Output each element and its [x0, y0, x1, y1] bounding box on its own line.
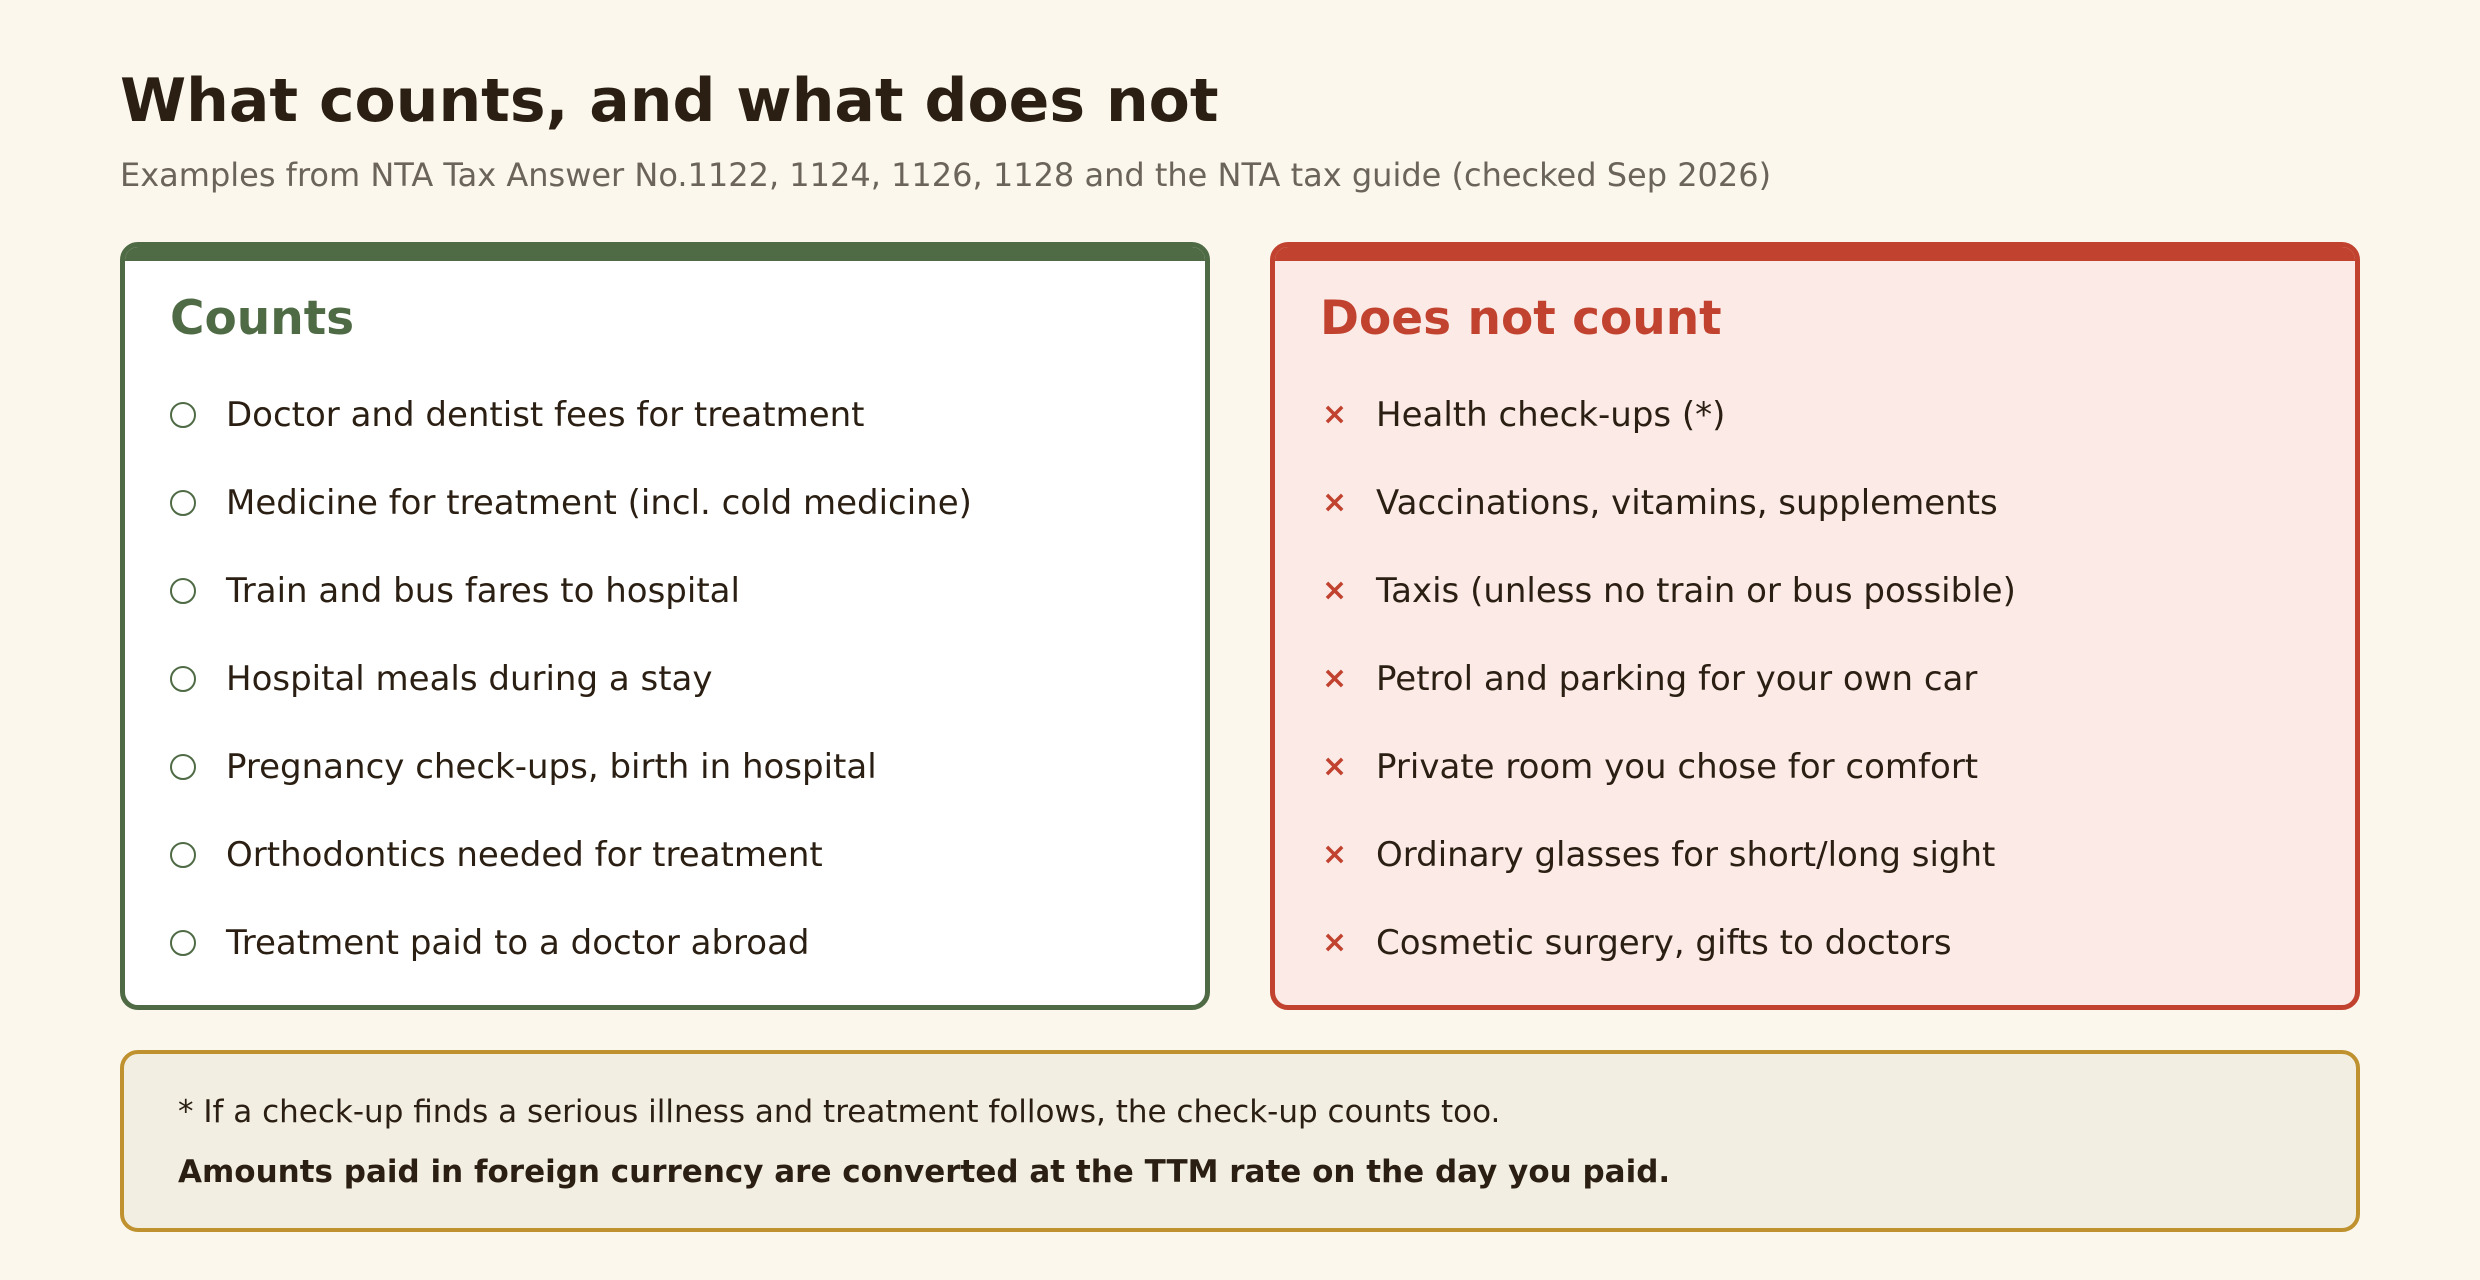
list-item-text: Taxis (unless no train or bus possible): [1376, 571, 2016, 611]
list-item-text: Orthodontics needed for treatment: [226, 835, 823, 875]
does-not-count-list: [1320, 395, 2016, 1010]
footnote-text: * If a check-up finds a serious illness and treatment follows, the check-up counts too.: [178, 1094, 1501, 1130]
list-item: [1320, 571, 2016, 659]
list-item-text: Doctor and dentist fees for treatment: [226, 395, 865, 435]
list-item: [1320, 835, 2016, 923]
list-item-text: Ordinary glasses for short/long sight: [1376, 835, 1996, 875]
list-item: [170, 483, 972, 571]
cross-icon: ×: [1322, 749, 1348, 784]
list-item-text: Vaccinations, vitamins, supplements: [1376, 483, 1998, 523]
page-subtitle: Examples from NTA Tax Answer No.1122, 1124, 1126, 1128 and the NTA tax guide (checked Sep 2026): [120, 156, 1772, 194]
list-item: [1320, 923, 2016, 1010]
circle-icon: [170, 923, 226, 963]
list-item: [1320, 659, 2016, 747]
list-item-text: Medicine for treatment (incl. cold medicine): [226, 483, 972, 523]
footnote-box: [120, 1050, 2360, 1232]
page: [120, 0, 2360, 1280]
list-item: [170, 923, 972, 1010]
circle-icon: [170, 571, 226, 611]
list-item: [170, 659, 972, 747]
circle-icon: [170, 395, 226, 435]
list-item: [170, 747, 972, 835]
does-not-count-card: [1270, 242, 2360, 1010]
list-item: [170, 835, 972, 923]
counts-title: Counts: [170, 291, 355, 346]
list-item-text: Cosmetic surgery, gifts to doctors: [1376, 923, 1952, 963]
list-item: [1320, 483, 2016, 571]
page-title: What counts, and what does not: [120, 66, 1219, 136]
cross-icon: ×: [1322, 837, 1348, 872]
does-not-count-title: Does not count: [1320, 291, 1722, 346]
cross-icon: ×: [1322, 661, 1348, 696]
counts-card: [120, 242, 1210, 1010]
list-item: [170, 571, 972, 659]
cross-icon: ×: [1322, 397, 1348, 432]
list-item: [1320, 747, 2016, 835]
circle-icon: [170, 835, 226, 875]
counts-list: [170, 395, 972, 1010]
list-item-text: Health check-ups (*): [1376, 395, 1726, 435]
circle-icon: [170, 659, 226, 699]
list-item-text: Private room you chose for comfort: [1376, 747, 1979, 787]
cross-icon: ×: [1322, 925, 1348, 960]
currency-note-text: Amounts paid in foreign currency are converted at the TTM rate on the day you paid.: [178, 1154, 1671, 1190]
list-item-text: Treatment paid to a doctor abroad: [226, 923, 810, 963]
list-item: [1320, 395, 2016, 483]
circle-icon: [170, 483, 226, 523]
list-item-text: Pregnancy check-ups, birth in hospital: [226, 747, 877, 787]
cross-icon: ×: [1322, 573, 1348, 608]
list-item-text: Hospital meals during a stay: [226, 659, 713, 699]
cross-icon: ×: [1322, 485, 1348, 520]
list-item-text: Petrol and parking for your own car: [1376, 659, 1978, 699]
list-item: [170, 395, 972, 483]
list-item-text: Train and bus fares to hospital: [226, 571, 740, 611]
circle-icon: [170, 747, 226, 787]
